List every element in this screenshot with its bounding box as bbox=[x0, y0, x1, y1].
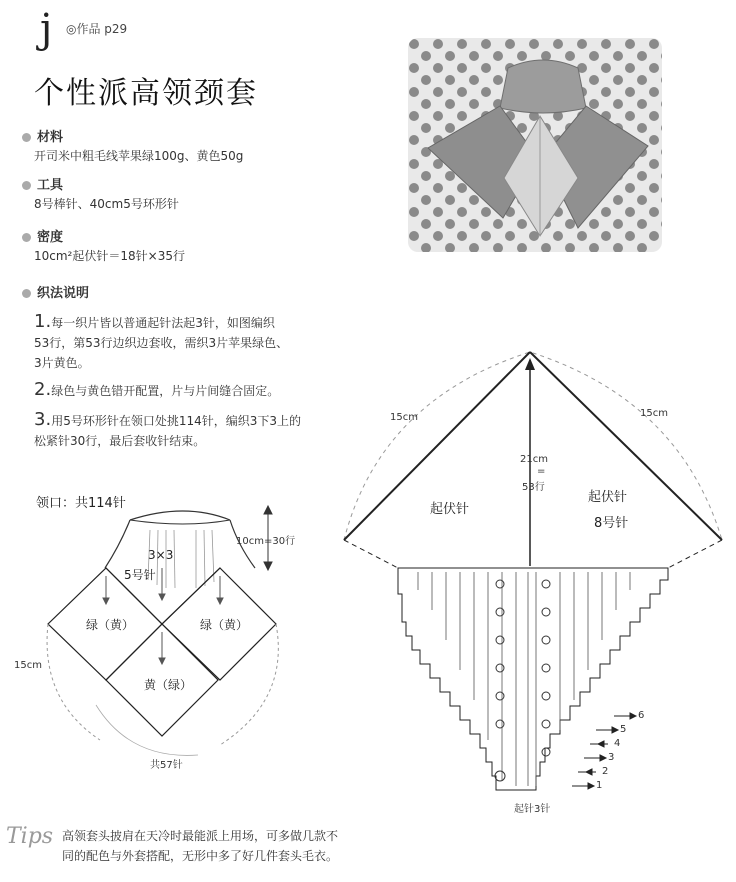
step-line: 53行，第53行边织边套收，需织3片苹果绿色、 bbox=[34, 336, 289, 350]
pattern-letter: j bbox=[40, 6, 53, 52]
step-line: 松紧针30行，最后套收针结束。 bbox=[34, 434, 206, 448]
step-number: 1. bbox=[34, 311, 52, 332]
instructions-heading: 织法说明 bbox=[22, 282, 89, 301]
page-title: 个性派高领颈套 bbox=[34, 76, 258, 111]
chart-needle-label: 8号针 bbox=[594, 516, 629, 531]
tips-line: 高领套头披肩在天冷时最能派上用场，可多做几款不 bbox=[62, 829, 339, 843]
gauge-text: 10cm²起伏针＝18针×35行 bbox=[34, 249, 185, 263]
height-label: 21cm bbox=[520, 454, 548, 465]
tips-text bbox=[62, 826, 382, 866]
cast-on-label: 起针3针 bbox=[514, 804, 551, 815]
collar-needle-label: 5号针 bbox=[124, 568, 156, 582]
stitch-count-label: 共57针 bbox=[150, 760, 183, 771]
height-rows-label: 53行 bbox=[522, 482, 545, 493]
stitch-type-right: 起伏针 bbox=[588, 490, 628, 505]
rib-label: 3×3 bbox=[148, 548, 174, 562]
tools-text: 8号棒针、40cm5号环形针 bbox=[34, 197, 179, 211]
step-line: 每一织片皆以普通起针法起3针，如图编织 bbox=[51, 316, 275, 330]
step-number: 2. bbox=[34, 379, 52, 400]
page-reference: ◎作品 p29 bbox=[66, 22, 128, 36]
tools-heading: 工具 bbox=[22, 174, 63, 193]
row-number: 1 bbox=[596, 780, 603, 791]
tips-line: 同的配色与外套搭配，无形中多了好几件套头毛衣。 bbox=[62, 849, 339, 863]
side-length-label: 15cm bbox=[14, 660, 42, 671]
step-line: 用5号环形针在领口处挑114针，编织3下3上的 bbox=[51, 414, 301, 428]
materials-heading: 材料 bbox=[22, 126, 63, 145]
row-number: 2 bbox=[602, 766, 609, 777]
left-side-length-label: 15cm bbox=[390, 412, 418, 423]
left-piece-label: 绿（黄） bbox=[86, 618, 135, 632]
row-number: 5 bbox=[620, 724, 627, 735]
step-number: 3. bbox=[34, 409, 52, 430]
step-line: 3片黄色。 bbox=[34, 356, 90, 370]
step-line: 绿色与黄色错开配置，片与片间缝合固定。 bbox=[51, 384, 280, 398]
neckline-label: 领口：共114针 bbox=[36, 496, 126, 511]
row-number: 4 bbox=[614, 738, 621, 749]
bottom-piece-label: 黄（绿） bbox=[144, 678, 193, 692]
gauge-heading: 密度 bbox=[22, 226, 63, 245]
stitch-type-left: 起伏针 bbox=[430, 502, 470, 517]
right-piece-label: 绿（黄） bbox=[200, 618, 249, 632]
right-side-length-label: 15cm bbox=[640, 408, 668, 419]
materials-text: 开司米中粗毛线苹果绿100g、黄色50g bbox=[34, 149, 244, 163]
collar-height-label: 10cm=30行 bbox=[236, 536, 296, 547]
row-number: 3 bbox=[608, 752, 615, 763]
tips-label: Tips bbox=[6, 824, 54, 849]
row-number: 6 bbox=[638, 710, 645, 721]
height-eq-label: = bbox=[537, 466, 546, 477]
